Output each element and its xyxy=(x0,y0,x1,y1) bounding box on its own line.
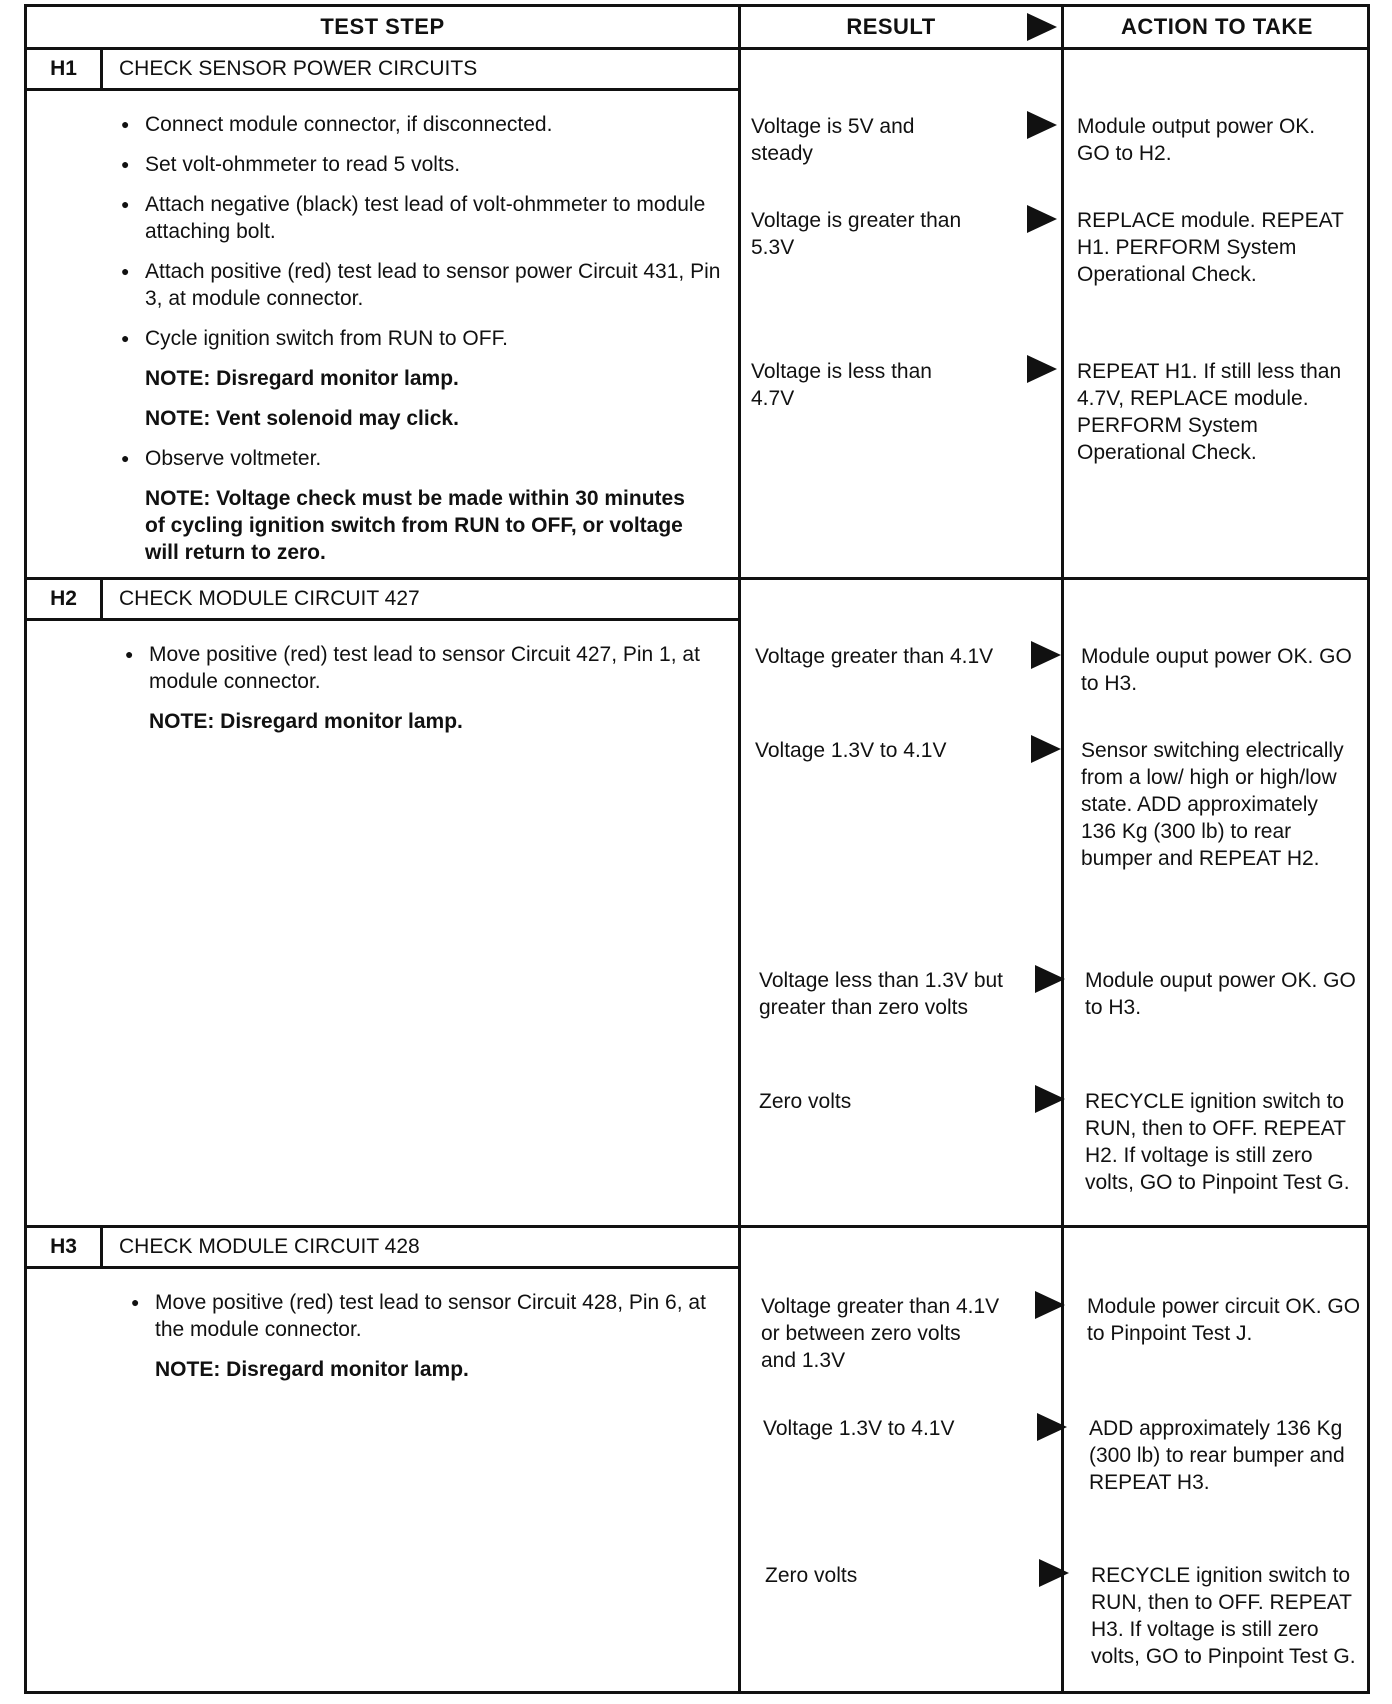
arrow-icon xyxy=(1027,205,1057,233)
result-h2-4: Zero volts xyxy=(759,1090,852,1113)
instructions-h3 xyxy=(131,1289,731,1396)
arrow-icon xyxy=(1035,1291,1065,1319)
action-h2-3: Module ouput power OK. GO to H3. xyxy=(1085,969,1356,1019)
step-title-divider xyxy=(27,618,738,621)
result-h2-3: Voltage less than 1.3V but greater than zero volts xyxy=(759,969,1004,1019)
step-title-divider xyxy=(27,1266,738,1269)
note: NOTE: Disregard monitor lamp. xyxy=(149,710,463,733)
instruction: ● Attach positive (red) test lead to sensor power Circuit 431, Pin 3, at module connector. xyxy=(121,258,721,312)
result-h1-1: Voltage is 5V and steady xyxy=(751,115,915,165)
result-h1-2: Voltage is greater than 5.3V xyxy=(751,209,962,259)
step-id-h2: H2 xyxy=(27,580,103,618)
step-title-divider xyxy=(27,88,738,91)
arrow-icon xyxy=(1035,965,1065,993)
diagnostic-table xyxy=(24,4,1370,1694)
arrow-icon xyxy=(1031,735,1061,763)
action-h2-2: Sensor switching electrically from a low/ high or high/low state. ADD approximately 136 Kg (300 lb) to rear bumper and REPEAT H2. xyxy=(1081,739,1344,870)
column-divider xyxy=(738,7,741,1691)
result-h3-3: Zero volts xyxy=(765,1564,858,1587)
step-id-h1: H1 xyxy=(27,50,103,88)
action-h1-2: REPLACE module. REPEAT H1. PERFORM System Operational Check. xyxy=(1077,209,1344,286)
header-test-step: TEST STEP xyxy=(320,14,445,39)
action-h2-1: Module ouput power OK. GO to H3. xyxy=(1081,645,1352,695)
instruction: ● Set volt-ohmmeter to read 5 volts. xyxy=(121,151,721,178)
arrow-icon xyxy=(1027,13,1057,41)
instruction: ● Move positive (red) test lead to sensor Circuit 427, Pin 1, at module connector. xyxy=(125,641,725,695)
step-title-h1: CHECK SENSOR POWER CIRCUITS xyxy=(119,57,478,80)
action-h3-1: Module power circuit OK. GO to Pinpoint Test J. xyxy=(1087,1295,1361,1345)
note: NOTE: Disregard monitor lamp. xyxy=(145,367,459,390)
instruction: ● Connect module connector, if disconnected. xyxy=(121,111,721,138)
note: NOTE: Disregard monitor lamp. xyxy=(155,1358,469,1381)
header-result: RESULT xyxy=(846,14,936,39)
header-action: ACTION TO TAKE xyxy=(1121,14,1313,39)
arrow-icon xyxy=(1027,355,1057,383)
step-id-h3: H3 xyxy=(27,1228,103,1266)
result-h3-1: Voltage greater than 4.1V or between zero volts and 1.3V xyxy=(761,1295,1000,1372)
arrow-icon xyxy=(1031,641,1061,669)
arrow-icon xyxy=(1039,1559,1069,1587)
instructions-h2 xyxy=(125,641,725,748)
action-h1-3: REPEAT H1. If still less than 4.7V, REPLACE module. PERFORM System Operational Check. xyxy=(1077,360,1342,464)
result-h2-2: Voltage 1.3V to 4.1V xyxy=(755,739,947,762)
instruction: ● Cycle ignition switch from RUN to OFF. xyxy=(121,325,721,352)
action-h2-4: RECYCLE ignition switch to RUN, then to OFF. REPEAT H2. If voltage is still zero volts, GO to Pinpoint Test G. xyxy=(1085,1090,1350,1194)
arrow-icon xyxy=(1027,111,1057,139)
arrow-icon xyxy=(1035,1085,1065,1113)
result-h2-1: Voltage greater than 4.1V xyxy=(755,645,994,668)
note: NOTE: Vent solenoid may click. xyxy=(145,407,459,430)
result-h3-2: Voltage 1.3V to 4.1V xyxy=(763,1417,955,1440)
result-h1-3: Voltage is less than 4.7V xyxy=(751,360,932,410)
step-title-h3: CHECK MODULE CIRCUIT 428 xyxy=(119,1235,420,1258)
instructions-h1 xyxy=(121,111,721,579)
note: NOTE: Voltage check must be made within 30 minutes of cycling ignition switch from RUN to OFF, or voltage will return to zero. xyxy=(145,487,685,564)
step-title-h2: CHECK MODULE CIRCUIT 427 xyxy=(119,587,420,610)
instruction: ● Observe voltmeter. xyxy=(121,445,721,472)
action-h3-2: ADD approximately 136 Kg (300 lb) to rear bumper and REPEAT H3. xyxy=(1089,1417,1345,1494)
action-h3-3: RECYCLE ignition switch to RUN, then to OFF. REPEAT H3. If voltage is still zero volts, GO to Pinpoint Test G. xyxy=(1091,1564,1356,1668)
arrow-icon xyxy=(1037,1413,1067,1441)
instruction: ● Attach negative (black) test lead of volt-ohmmeter to module attaching bolt. xyxy=(121,191,721,245)
instruction: ● Move positive (red) test lead to sensor Circuit 428, Pin 6, at the module connector. xyxy=(131,1289,731,1343)
action-h1-1: Module output power OK. GO to H2. xyxy=(1077,115,1316,165)
